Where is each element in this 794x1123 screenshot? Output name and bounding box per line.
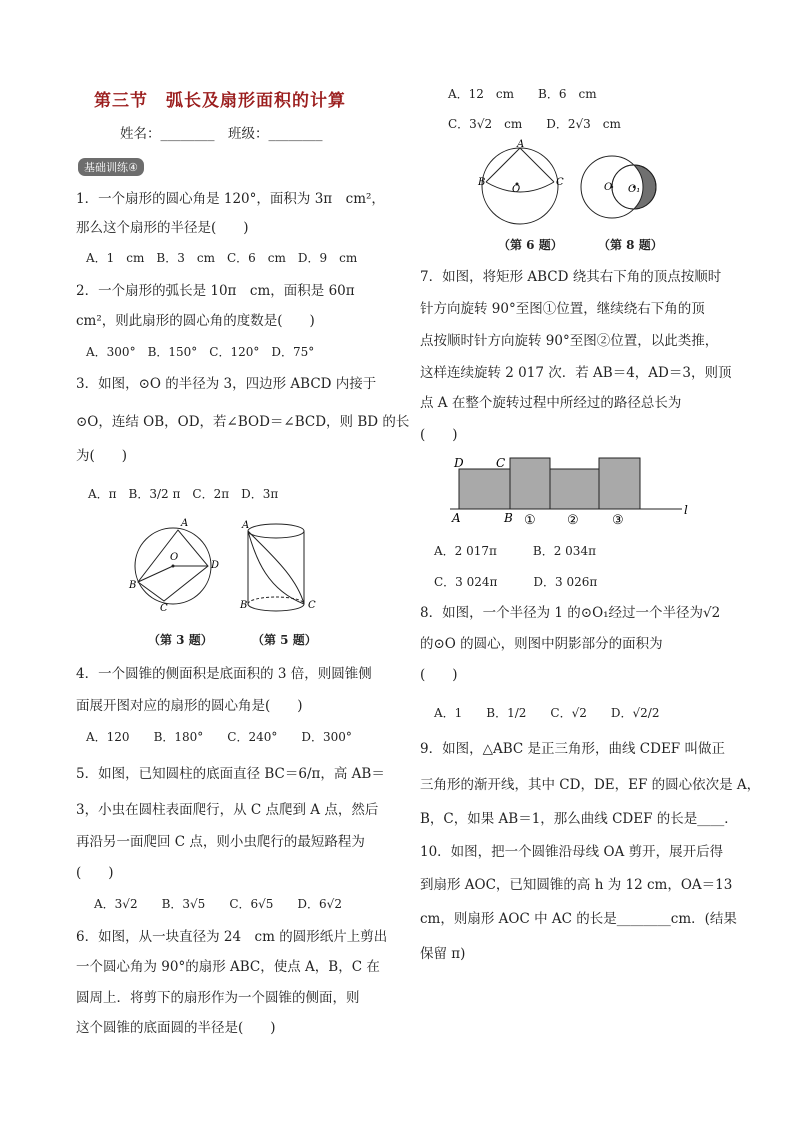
name-class-fields: 姓名：________ 班级：________ <box>120 126 323 142</box>
label-position-3: ③ <box>612 513 624 528</box>
q2-line2: cm²，则此扇形的圆心角的度数是( ) <box>76 313 315 329</box>
q7-options-2: C．3 024π D．3 026π <box>434 575 598 589</box>
label-b: B <box>504 511 513 525</box>
q7-line6: ( ) <box>420 427 458 443</box>
q6-line3: 圆周上．将剪下的扇形作为一个圆锥的侧面，则 <box>76 990 360 1006</box>
q6-line1: 6．如图，从一块直径为 24 cm 的圆形纸片上剪出 <box>76 929 388 945</box>
q3-options: A．π B．3/2 π C．2π D．3π <box>88 487 279 501</box>
figure-7 <box>446 452 696 528</box>
label-c: C <box>496 456 506 470</box>
q6-line2: 一个圆心角为 90°的扇形 ABC，使点 A，B，C 在 <box>76 959 380 975</box>
label-o1: O₁ <box>628 184 641 195</box>
q2-options: A．300° B．150° C．120° D．75° <box>86 345 315 359</box>
figure-8 <box>582 148 672 228</box>
label-o: O <box>170 552 179 563</box>
q10-line2: 到扇形 AOC，已知圆锥的高 h 为 12 cm，OA＝13 <box>420 877 733 893</box>
q8-options: A．1 B．1/2 C．√2 D．√2/2 <box>434 706 660 720</box>
q1-line2: 那么这个扇形的半径是( ) <box>76 220 249 236</box>
q6-options-2: C．3√2 cm D．2√3 cm <box>448 117 621 131</box>
q4-line2: 面展开图对应的扇形的圆心角是( ) <box>76 698 303 714</box>
label-b: B <box>240 600 248 611</box>
q6-line4: 这个圆锥的底面圆的半径是( ) <box>76 1020 276 1036</box>
q8-line1: 8．如图，一个半径为 1 的⊙O₁经过一个半径为√2 <box>420 605 721 621</box>
q9-line3: B，C，如果 AB＝1，那么曲线 CDEF 的长是____． <box>420 811 738 827</box>
label-o: O <box>512 184 521 195</box>
label-a: A <box>517 139 525 150</box>
q5-line2: 3，小虫在圆柱表面爬行，从 C 点爬到 A 点，然后 <box>76 802 379 818</box>
label-d: D <box>211 560 220 571</box>
q3-line3: 为( ) <box>76 448 128 464</box>
q1-options: A．1 cm B．3 cm C．6 cm D．9 cm <box>86 251 358 265</box>
label-d: D <box>454 456 464 470</box>
label-position-2: ② <box>567 513 579 528</box>
q3-line1: 3．如图，⊙O 的半径为 3，四边形 ABCD 内接于 <box>76 376 377 392</box>
caption-q6: （第 6 题） <box>498 238 563 252</box>
q7-line3: 点按顺时针方向旋转 90°至图②位置，以此类推， <box>420 333 719 349</box>
q10-line4: 保留 π) <box>420 946 466 962</box>
label-c: C <box>556 177 564 188</box>
q8-line3: ( ) <box>420 667 458 683</box>
caption-q5: （第 5 题） <box>252 633 317 647</box>
q9-line1: 9．如图，△ABC 是正三角形，曲线 CDEF 叫做正 <box>420 741 725 757</box>
section-badge: 基础训练④ <box>78 158 144 176</box>
label-a: A <box>181 518 189 529</box>
q1-line1: 1．一个扇形的圆心角是 120°，面积为 3π cm²， <box>76 191 385 207</box>
figure-6 <box>478 140 568 232</box>
figure-5 <box>238 520 328 620</box>
q5-line4: ( ) <box>76 865 114 881</box>
label-line-l: l <box>684 503 688 517</box>
label-b: B <box>129 580 137 591</box>
label-a: A <box>452 511 461 525</box>
q8-line2: 的⊙O 的圆心，则图中阴影部分的面积为 <box>420 636 663 652</box>
label-position-1: ① <box>524 513 536 528</box>
q5-line3: 再沿另一面爬回 C 点，则小虫爬行的最短路程为 <box>76 834 365 850</box>
label-c: C <box>160 603 168 614</box>
label-a: A <box>242 520 250 531</box>
q5-options: A．3√2 B．3√5 C．6√5 D．6√2 <box>94 897 342 911</box>
q2-line1: 2．一个扇形的弧长是 10π cm，面积是 60π <box>76 283 355 299</box>
q7-line5: 点 A 在整个旋转过程中所经过的路径总长为 <box>420 395 682 411</box>
q7-line2: 针方向旋转 90°至图①位置，继续绕右下角的顶 <box>420 301 705 317</box>
caption-q3: （第 3 题） <box>148 633 213 647</box>
q4-options: A．120 B．180° C．240° D．300° <box>86 730 352 744</box>
figure-3 <box>128 518 228 618</box>
q6-options-1: A．12 cm B．6 cm <box>448 87 597 101</box>
page-title: 第三节 弧长及扇形面积的计算 <box>94 91 346 111</box>
label-o: O <box>604 182 613 193</box>
label-c: C <box>308 600 316 611</box>
q5-line1: 5．如图，已知圆柱的底面直径 BC＝6/π，高 AB＝ <box>76 766 385 782</box>
q4-line1: 4．一个圆锥的侧面积是底面积的 3 倍，则圆锥侧 <box>76 666 372 682</box>
q3-line2: ⊙O，连结 OB，OD，若∠BOD＝∠BCD，则 BD 的长 <box>76 414 410 430</box>
q7-options-1: A．2 017π B．2 034π <box>434 544 596 558</box>
label-b: B <box>478 177 486 188</box>
q10-line3: cm，则扇形 AOC 中 AC 的长是________cm．(结果 <box>420 911 737 927</box>
q7-line4: 这样连续旋转 2 017 次．若 AB＝4，AD＝3，则顶 <box>420 365 732 381</box>
caption-q8: （第 8 题） <box>598 238 663 252</box>
q9-line2: 三角形的渐开线，其中 CD，DE，EF 的圆心依次是 A， <box>420 777 761 793</box>
q7-line1: 7．如图，将矩形 ABCD 绕其右下角的顶点按顺时 <box>420 269 722 285</box>
q10-line1: 10．如图，把一个圆锥沿母线 OA 剪开，展开后得 <box>420 844 724 860</box>
